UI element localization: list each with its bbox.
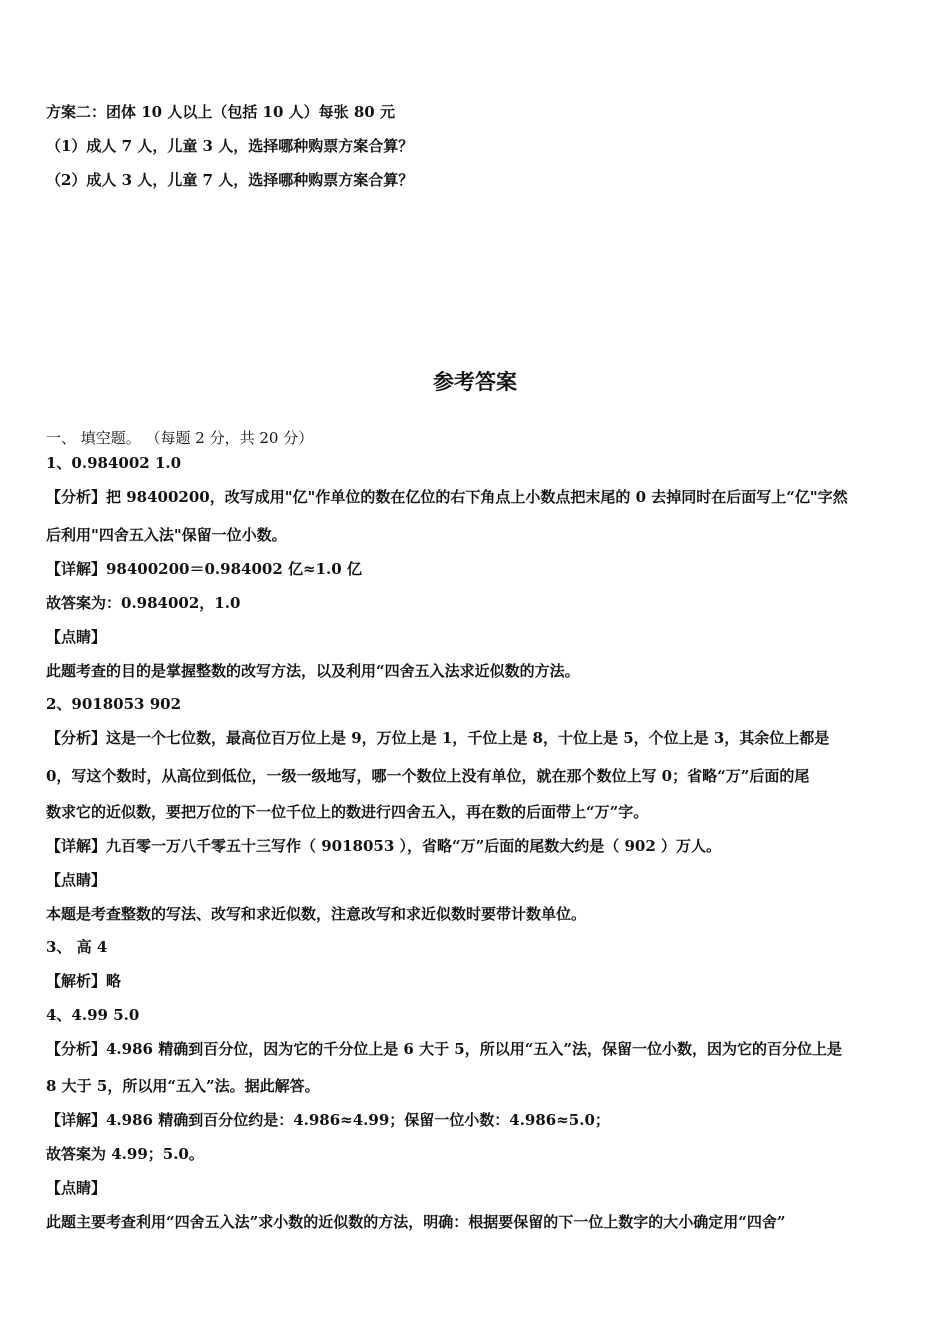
answer-1-head: 1、0.984002 1.0 xyxy=(46,454,182,472)
answer-1-point-label: 【点睛】 xyxy=(46,628,107,646)
answer-3-analysis: 【解析】略 xyxy=(46,972,122,990)
answer-2-point-label: 【点睛】 xyxy=(46,871,107,889)
problem-plan-two: 方案二：团体 10 人以上（包括 10 人）每张 80 元 xyxy=(46,103,395,121)
answer-1-analysis-cont: 后利用"四舍五入法"保留一位小数。 xyxy=(46,526,287,544)
answer-4-analysis-cont: 8 大于 5，所以用“五入”法。据此解答。 xyxy=(46,1077,320,1095)
problem-question-2: （2）成人 3 人，儿童 7 人，选择哪种购票方案合算？ xyxy=(46,171,414,189)
answer-4-conclusion: 故答案为 4.99；5.0。 xyxy=(46,1145,204,1163)
answer-1-analysis: 【分析】把 98400200，改写成用"亿"作单位的数在亿位的右下角点上小数点把末尾的 0 去掉同时在后面写上“亿"字然 xyxy=(46,488,848,506)
answer-4-head: 4、4.99 5.0 xyxy=(46,1006,140,1024)
answer-1-detail: 【详解】98400200＝0.984002 亿≈1.0 亿 xyxy=(46,560,362,578)
answer-4-detail: 【详解】4.986 精确到百分位约是：4.986≈4.99；保留一位小数：4.986≈5.0； xyxy=(46,1111,610,1129)
problem-question-1: （1）成人 7 人，儿童 3 人，选择哪种购票方案合算？ xyxy=(46,137,414,155)
answer-2-analysis-cont: 0，写这个数时，从高位到低位，一级一级地写，哪一个数位上没有单位，就在那个数位上写 0；省略“万”后面的尾 xyxy=(46,767,810,785)
answer-3-head: 3、 高 4 xyxy=(46,938,108,956)
answer-1-conclusion: 故答案为：0.984002，1.0 xyxy=(46,594,241,612)
answer-4-analysis: 【分析】4.986 精确到百分位，因为它的千分位上是 6 大于 5，所以用“五入”法，保留一位小数，因为它的百分位上是 xyxy=(46,1040,842,1058)
answer-4-point: 此题主要考查利用“四舍五入法”求小数的近似数的方法，明确：根据要保留的下一位上数字的大小确定用“四舍” xyxy=(46,1213,786,1231)
answer-2-point: 本题是考查整数的写法、改写和求近似数，注意改写和求近似数时要带计数单位。 xyxy=(46,905,587,923)
answer-1-point: 此题考查的目的是掌握整数的改写方法，以及利用“四舍五入法求近似数的方法。 xyxy=(46,662,580,680)
answer-2-detail: 【详解】九百零一万八千零五十三写作（ 9018053 ），省略“万”后面的尾数大约是（ 902 ）万人。 xyxy=(46,837,722,855)
section-heading: 一、 填空题。 （每题 2 分，共 20 分） xyxy=(46,429,314,447)
answer-2-head: 2、9018053 902 xyxy=(46,695,182,713)
answer-2-analysis-cont-2: 数求它的近似数，要把万位的下一位千位上的数进行四舍五入，再在数的后面带上“万”字。 xyxy=(46,803,649,821)
answers-title: 参考答案 xyxy=(433,370,517,394)
answer-4-point-label: 【点睛】 xyxy=(46,1179,107,1197)
answer-2-analysis: 【分析】这是一个七位数，最高位百万位上是 9，万位上是 1，千位上是 8，十位上是 5，个位上是 3，其余位上都是 xyxy=(46,729,830,747)
